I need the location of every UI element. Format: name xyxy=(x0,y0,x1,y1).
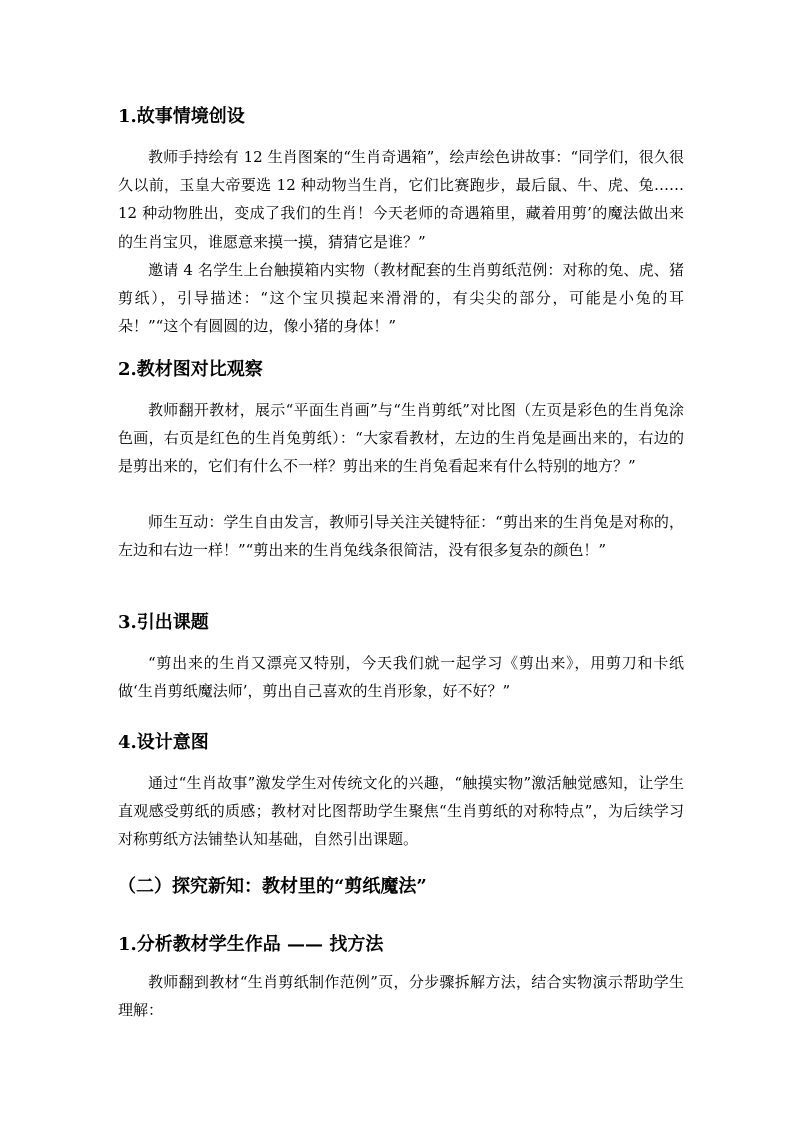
paragraph-story-touch: 邀请 4 名学生上台触摸箱内实物（教材配套的生肖剪纸范例：对称的兔、虎、猪剪纸），引导描述：“这个宝贝摸起来滑滑的，有尖尖的部分，可能是小兔的耳朵！”“这个有圆圆的边，像小猪的身体！” xyxy=(118,261,684,336)
paragraph-compare-interact: 师生互动：学生自由发言，教师引导关注关键特征：“剪出来的生肖兔是对称的，左边和右边一样！”“剪出来的生肖兔线条很简洁，没有很多复杂的颜色！” xyxy=(118,513,684,560)
paragraph-topic: “剪出来的生肖又漂亮又特别，今天我们就一起学习《剪出来》，用剪刀和卡纸做‘生肖剪纸魔法师’，剪出自己喜欢的生肖形象，好不好？” xyxy=(118,654,684,701)
section-heading-compare: 2.教材图对比观察 xyxy=(118,359,263,380)
section-heading-story: 1.故事情境创设 xyxy=(118,106,245,127)
section-heading-method: 1.分析教材学生作品 —— 找方法 xyxy=(118,934,384,955)
paragraph-story-teacher: 教师手持绘有 12 生肖图案的“生肖奇遇箱”，绘声绘色讲故事：“同学们，很久很久以前，玉皇大帝要选 12 种动物当生肖，它们比赛跑步，最后鼠、牛、虎、兔……12 种动物胜出，变成了我们的生肖！今天老师的奇遇箱里，藏着用剪’的魔法做出来的生肖宝贝，谁愿意来摸一摸，猜猜它是谁？” xyxy=(118,148,684,251)
section-heading-topic: 3.引出课题 xyxy=(118,612,209,633)
paragraph-compare-show: 教师翻开教材，展示“平面生肖画”与“生肖剪纸”对比图（左页是彩色的生肖兔涂色画，右页是红色的生肖兔剪纸）：“大家看教材，左边的生肖兔是画出来的，右边的是剪出来的，它们有什么不一样？剪出来的生肖兔看起来有什么特别的地方？” xyxy=(118,401,684,476)
section-heading-explore: （二）探究新知：教材里的“剪纸魔法” xyxy=(118,876,427,897)
paragraph-intent: 通过“生肖故事”激发学生对传统文化的兴趣，“触摸实物”激活触觉感知，让学生直观感受剪纸的质感；教材对比图帮助学生聚焦“生肖剪纸的对称特点”，为后续学习对称剪纸方法铺垫认知基础，自然引出课题。 xyxy=(118,774,684,849)
section-heading-intent: 4.设计意图 xyxy=(118,732,209,753)
paragraph-method: 教师翻到教材“生肖剪纸制作范例”页，分步骤拆解方法，结合实物演示帮助学生理解： xyxy=(118,973,684,1020)
